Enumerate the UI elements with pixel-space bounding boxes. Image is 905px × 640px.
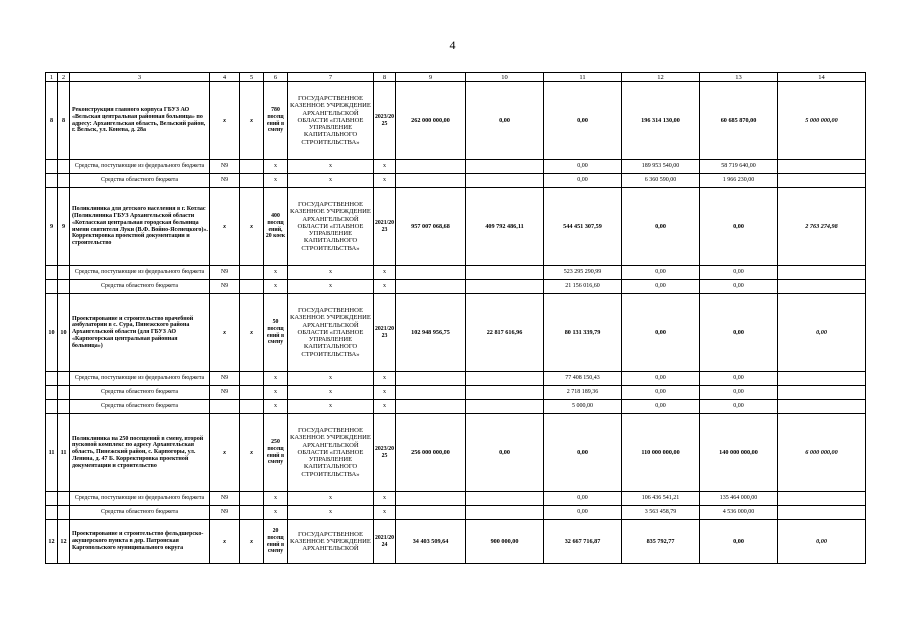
table-cell: х [264,386,288,400]
amount: 6 000 000,00 [778,414,866,492]
table-cell [778,280,866,294]
table-cell [46,492,58,506]
amount-total: 957 007 068,68 [396,188,466,266]
table-cell: х [264,506,288,520]
table-cell: х [240,414,264,492]
amount-total: 34 403 509,64 [396,520,466,564]
table-cell: х [374,400,396,414]
row-number: 10 [46,294,58,372]
header-cell: 14 [778,73,866,82]
object-name: Проектирование и строительство врачебной амбулатории в с. Сура, Пинежского района Архангельской области (для ГБУЗ АО «Карпогорская центральная районная больница») [70,294,210,372]
table-cell: х [240,294,264,372]
table-cell [240,174,264,188]
table-subrow [46,492,866,506]
header-cell: 9 [396,73,466,82]
amount: 0,00 [778,294,866,372]
table-cell [778,174,866,188]
funding-source: Средства областного бюджета [70,386,210,400]
table-cell: N9 [210,174,240,188]
amount-total: 256 000 000,00 [396,414,466,492]
header-cell: 6 [264,73,288,82]
table-row [46,82,866,160]
header-cell: 12 [622,73,700,82]
amount: 32 667 716,87 [544,520,622,564]
amount-total: 102 948 956,75 [396,294,466,372]
object-name: Поликлиника на 250 посещений в смену, второй пусковой комплекс по адресу Архангельская область, Пинежский район, с. Карпогоры, ул. Ленина, д. 47 Б. Корректировка проектной документации и строительство [70,414,210,492]
table-cell: х [374,506,396,520]
table-cell [466,174,544,188]
amount: 5 000,00 [544,400,622,414]
amount: 835 792,77 [622,520,700,564]
table-cell: х [264,266,288,280]
amount: 0,00 [622,386,700,400]
amount: 900 000,00 [466,520,544,564]
header-cell: 13 [700,73,778,82]
object-name: Проектирование и строительство фельдшерско-акушерского пункта в дер. Патронская Каргопольского муниципального округа [70,520,210,564]
table-cell [466,400,544,414]
table-cell: х [210,188,240,266]
table-cell [58,386,70,400]
table-cell: х [288,266,374,280]
header-cell: 7 [288,73,374,82]
object-name: Реконструкция главного корпуса ГБУЗ АО «Вельская центральная районная больница» по адресу: Архангельская область, Вельский район, г. Вельск, ул. Конева, д. 28а [70,82,210,160]
table-cell [46,400,58,414]
table-cell [396,174,466,188]
table-cell [396,492,466,506]
header-cell: 1 [46,73,58,82]
header-cell: 4 [210,73,240,82]
table-cell [466,280,544,294]
table-cell: N9 [210,372,240,386]
funding-source: Средства областного бюджета [70,506,210,520]
table-cell: х [210,294,240,372]
amount: 22 817 616,96 [466,294,544,372]
table-cell [466,506,544,520]
amount: 0,00 [700,372,778,386]
table-cell [396,160,466,174]
table-cell [240,506,264,520]
amount: 5 000 000,00 [778,82,866,160]
amount: 0,00 [700,266,778,280]
header-cell: 10 [466,73,544,82]
table-cell: х [240,520,264,564]
amount: 0,00 [700,520,778,564]
amount: 0,00 [700,294,778,372]
table-cell [58,372,70,386]
table-cell: N9 [210,386,240,400]
amount: 196 314 130,00 [622,82,700,160]
amount: 409 792 486,11 [466,188,544,266]
amount: 1 966 230,00 [700,174,778,188]
table-cell: х [374,386,396,400]
amount: 77 408 150,43 [544,372,622,386]
table-cell: х [374,174,396,188]
table-cell [46,160,58,174]
header-cell: 2 [58,73,70,82]
table-cell [466,372,544,386]
row-number: 11 [46,414,58,492]
amount: 0,00 [700,386,778,400]
table-row [46,414,866,492]
capacity: 250 посещ ений в смену [264,414,288,492]
table-cell [396,372,466,386]
capacity: 780 посещ ений в смену [264,82,288,160]
row-number: 9 [58,188,70,266]
funding-source: Средства, поступающие из федерального бюджета [70,160,210,174]
funding-source: Средства областного бюджета [70,400,210,414]
table-cell: х [288,400,374,414]
header-cell: 8 [374,73,396,82]
row-number: 8 [46,82,58,160]
amount: 80 131 339,79 [544,294,622,372]
table-cell [778,506,866,520]
amount: 106 436 541,21 [622,492,700,506]
amount: 0,00 [622,294,700,372]
amount: 0,00 [466,414,544,492]
table-cell: х [264,492,288,506]
table-cell: х [210,520,240,564]
table-subrow [46,400,866,414]
table-cell [58,280,70,294]
table-cell: х [288,386,374,400]
table-cell [396,506,466,520]
table-cell [46,506,58,520]
table-cell [46,280,58,294]
header-cell: 3 [70,73,210,82]
table-cell [396,280,466,294]
organization: ГОСУДАРСТВЕННОЕ КАЗЕННОЕ УЧРЕЖДЕНИЕ АРХАНГЕЛЬСКОЙ ОБЛАСТИ «ГЛАВНОЕ УПРАВЛЕНИЕ КАПИТАЛЬНОГО СТРОИТЕЛЬСТВА» [288,188,374,266]
row-number: 12 [46,520,58,564]
table-cell: х [264,174,288,188]
header-row [46,73,866,82]
amount: 0,00 [700,188,778,266]
table-cell: х [264,280,288,294]
table-cell: х [374,266,396,280]
funding-source: Средства, поступающие из федерального бюджета [70,492,210,506]
amount: 0,00 [544,506,622,520]
table-subrow [46,280,866,294]
table-cell [58,160,70,174]
table-cell: х [288,506,374,520]
capacity: 50 посещ ений в смену [264,294,288,372]
table-cell: N9 [210,266,240,280]
page-number: 4 [449,38,456,52]
table-cell: х [210,414,240,492]
table-row [46,294,866,372]
table-cell [240,160,264,174]
table-cell [58,506,70,520]
table-cell: х [210,82,240,160]
table-cell: N9 [210,492,240,506]
amount: 135 464 000,00 [700,492,778,506]
table-cell [396,266,466,280]
years: 2023/20 25 [374,414,396,492]
amount: 0,00 [700,400,778,414]
funding-source: Средства областного бюджета [70,280,210,294]
organization: ГОСУДАРСТВЕННОЕ КАЗЕННОЕ УЧРЕЖДЕНИЕ АРХАНГЕЛЬСКОЙ ОБЛАСТИ «ГЛАВНОЕ УПРАВЛЕНИЕ КАПИТАЛЬНОГО СТРОИТЕЛЬСТВА» [288,414,374,492]
table-cell [466,266,544,280]
table-cell [58,492,70,506]
amount: 0,00 [622,266,700,280]
table-cell: х [288,372,374,386]
table-cell [58,266,70,280]
table-cell: х [288,160,374,174]
table-cell: х [240,82,264,160]
amount: 0,00 [622,188,700,266]
funding-source: Средства областного бюджета [70,174,210,188]
budget-table [45,72,866,564]
table-cell [240,400,264,414]
row-number: 12 [58,520,70,564]
amount: 6 360 590,00 [622,174,700,188]
amount: 60 685 870,00 [700,82,778,160]
object-name: Поликлиника для детского населения в г. Котлас (Поликлиника ГБУЗ Архангельской области «Котласская центральная городская больница имени святителя Луки (В.Ф. Войно-Ясенецкого)». Корректировка проектной документации и строительство [70,188,210,266]
capacity: 400 посещ ений, 20 коек [264,188,288,266]
table-row [46,520,866,564]
table-cell [240,492,264,506]
table-cell [240,266,264,280]
table-cell: N9 [210,160,240,174]
row-number: 10 [58,294,70,372]
table-cell: N9 [210,280,240,294]
amount: 140 000 000,00 [700,414,778,492]
table-cell [466,492,544,506]
amount: 0,00 [544,414,622,492]
amount: 0,00 [544,492,622,506]
table-cell [210,400,240,414]
amount: 544 451 307,59 [544,188,622,266]
organization: ГОСУДАРСТВЕННОЕ КАЗЕННОЕ УЧРЕЖДЕНИЕ АРХАНГЕЛЬСКОЙ ОБЛАСТИ «ГЛАВНОЕ УПРАВЛЕНИЕ КАПИТАЛЬНОГО СТРОИТЕЛЬСТВА» [288,82,374,160]
table-cell: х [374,160,396,174]
table-cell [778,372,866,386]
funding-source: Средства, поступающие из федерального бюджета [70,372,210,386]
table-cell: х [288,280,374,294]
table-cell: N9 [210,506,240,520]
table-cell [778,386,866,400]
amount: 58 719 640,00 [700,160,778,174]
table-cell [46,372,58,386]
table-cell [46,174,58,188]
amount: 0,00 [544,82,622,160]
table-cell [58,174,70,188]
organization: ГОСУДАРСТВЕННОЕ КАЗЕННОЕ УЧРЕЖДЕНИЕ АРХАНГЕЛЬСКОЙ ОБЛАСТИ «ГЛАВНОЕ УПРАВЛЕНИЕ КАПИТАЛЬНОГО СТРОИТЕЛЬСТВА» [288,294,374,372]
row-number: 8 [58,82,70,160]
table-cell [240,386,264,400]
table-cell: х [240,188,264,266]
table-cell [240,280,264,294]
amount: 0,00 [544,160,622,174]
years: 2021/20 23 [374,294,396,372]
amount: 21 156 016,60 [544,280,622,294]
funding-source: Средства, поступающие из федерального бюджета [70,266,210,280]
table-cell: х [288,492,374,506]
table-cell [466,386,544,400]
years: 2023/20 25 [374,82,396,160]
amount: 189 953 540,00 [622,160,700,174]
table-cell: х [374,280,396,294]
table-subrow [46,386,866,400]
amount: 110 000 000,00 [622,414,700,492]
table-row [46,188,866,266]
table-cell [778,160,866,174]
table-cell: х [264,372,288,386]
amount: 0,00 [544,174,622,188]
table-cell: х [264,400,288,414]
table-subrow [46,372,866,386]
amount: 0,00 [778,520,866,564]
amount: 0,00 [622,372,700,386]
amount: 0,00 [466,82,544,160]
table-subrow [46,266,866,280]
years: 2021/20 23 [374,188,396,266]
table-cell [778,266,866,280]
header-cell: 5 [240,73,264,82]
amount: 0,00 [700,280,778,294]
table-cell [46,266,58,280]
organization: ГОСУДАРСТВЕННОЕ КАЗЕННОЕ УЧРЕЖДЕНИЕ АРХАНГЕЛЬСКОЙ [288,520,374,564]
table-cell: х [288,174,374,188]
row-number: 9 [46,188,58,266]
amount-total: 262 000 000,00 [396,82,466,160]
table-cell [778,400,866,414]
table-cell [396,400,466,414]
amount: 0,00 [622,400,700,414]
table-cell [466,160,544,174]
amount: 4 536 000,00 [700,506,778,520]
amount: 2 718 189,36 [544,386,622,400]
capacity: 20 посещ ений в смену [264,520,288,564]
amount: 2 763 274,98 [778,188,866,266]
amount: 3 563 458,79 [622,506,700,520]
table-subrow [46,160,866,174]
table-subrow [46,506,866,520]
row-number: 11 [58,414,70,492]
table-cell [240,372,264,386]
header-cell: 11 [544,73,622,82]
table-subrow [46,174,866,188]
table-cell [396,386,466,400]
table-cell [46,386,58,400]
table-cell [58,400,70,414]
table-cell [778,492,866,506]
amount: 523 295 290,99 [544,266,622,280]
table-cell: х [374,372,396,386]
table-cell: х [374,492,396,506]
table-cell: х [264,160,288,174]
years: 2021/20 24 [374,520,396,564]
amount: 0,00 [622,280,700,294]
